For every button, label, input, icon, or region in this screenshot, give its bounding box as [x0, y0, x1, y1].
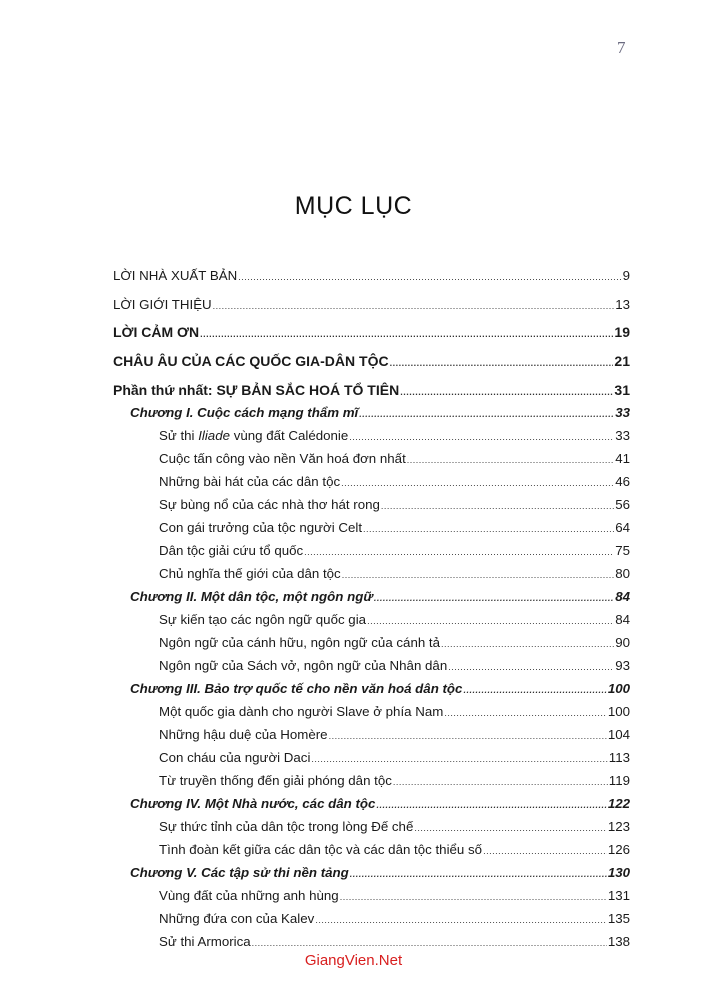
toc-entry[interactable] — [113, 268, 630, 288]
toc-section[interactable] — [113, 727, 630, 747]
toc-entry-label: Tình đoàn kết giữa các dân tộc và các dân tộc thiểu số — [159, 842, 483, 857]
toc-section[interactable] — [113, 750, 630, 770]
toc-section[interactable] — [113, 543, 630, 563]
toc-entry-page: 41 — [615, 451, 630, 466]
toc-section[interactable] — [113, 842, 630, 862]
toc-section[interactable] — [113, 428, 630, 448]
leader-dots — [367, 616, 614, 626]
leader-dots — [341, 478, 614, 488]
toc-entry-label: Cuộc tấn công vào nền Văn hoá đơn nhất — [159, 451, 406, 466]
toc-section[interactable] — [113, 773, 630, 793]
toc-entry-page: 126 — [607, 842, 630, 857]
toc-entry-page: 123 — [607, 819, 630, 834]
toc-entry-label: LỜI CẢM ƠN — [113, 324, 200, 340]
toc-entry-label: Những hậu duệ của Homère — [159, 727, 328, 742]
toc-entry-label: Những đứa con của Kalev — [159, 911, 315, 926]
leader-dots — [483, 846, 607, 856]
toc-section[interactable] — [113, 612, 630, 632]
toc-entry-page: 119 — [608, 773, 630, 788]
leader-dots — [444, 708, 607, 718]
leader-dots — [315, 915, 607, 925]
toc-entry-page: 138 — [607, 934, 630, 949]
toc-section[interactable] — [113, 888, 630, 908]
toc-entry[interactable] — [113, 324, 630, 344]
toc-entry-label: Vùng đất của những anh hùng — [159, 888, 339, 903]
toc-entry[interactable] — [113, 353, 630, 373]
leader-dots — [441, 639, 614, 649]
toc-entry-label: Con cháu của người Daci — [159, 750, 311, 765]
toc-entry-label: Dân tộc giải cứu tổ quốc — [159, 543, 304, 558]
toc-entry-label: Sử thi Iliade vùng đất Calédonie — [159, 428, 349, 443]
leader-dots — [390, 358, 614, 368]
toc-section[interactable] — [113, 819, 630, 839]
toc-entry-page: 33 — [615, 405, 630, 420]
toc-entry-label: Chương V. Các tập sử thi nền tảng — [130, 865, 349, 880]
leader-dots — [342, 570, 615, 580]
toc-entry-page: 122 — [607, 796, 630, 811]
toc-entry-page: 130 — [607, 865, 630, 880]
toc-entry-label: LỜI GIỚI THIỆU — [113, 297, 212, 312]
toc-entry-label: Ngôn ngữ của cánh hữu, ngôn ngữ của cánh tả — [159, 635, 441, 650]
toc-entry-label: Chương I. Cuộc cách mạng thẩm mĩ — [130, 405, 359, 420]
toc-entry-label: Chương IV. Một Nhà nước, các dân tộc — [130, 796, 376, 811]
toc-section[interactable] — [113, 497, 630, 517]
toc-chapter[interactable] — [113, 681, 630, 701]
toc-chapter[interactable] — [113, 796, 630, 816]
leader-dots — [252, 938, 607, 948]
toc-entry-page: 21 — [614, 353, 630, 369]
leader-dots — [311, 754, 607, 764]
toc-section[interactable] — [113, 911, 630, 931]
toc-entry-page: 56 — [615, 497, 630, 512]
toc-entry-label: CHÂU ÂU CỦA CÁC QUỐC GIA-DÂN TỘC — [113, 353, 389, 369]
toc-entry-label: Từ truyền thống đến giải phóng dân tộc — [159, 773, 392, 788]
toc-entry-page: 93 — [615, 658, 630, 673]
toc-entry-label: Chương II. Một dân tộc, một ngôn ngữ — [130, 589, 373, 604]
toc-entry-label: Con gái trưởng của tộc người Celt — [159, 520, 363, 535]
toc-chapter[interactable] — [113, 589, 630, 609]
toc-entry-label: Những bài hát của các dân tộc — [159, 474, 341, 489]
toc-entry-page: 33 — [615, 428, 630, 443]
toc-entry-label: Sự bùng nổ của các nhà thơ hát rong — [159, 497, 380, 512]
leader-dots — [414, 823, 606, 833]
toc-entry-page: 104 — [607, 727, 630, 742]
leader-dots — [393, 777, 608, 787]
leader-dots — [349, 432, 614, 442]
leader-dots — [200, 329, 613, 339]
leader-dots — [213, 301, 615, 311]
toc-entry-label: Chương III. Bảo trợ quốc tế cho nền văn hoá dân tộc — [130, 681, 463, 696]
toc-section[interactable] — [113, 474, 630, 494]
toc-section[interactable] — [113, 704, 630, 724]
toc-entry-page: 75 — [615, 543, 630, 558]
leader-dots — [363, 524, 614, 534]
toc-entry-page: 64 — [615, 520, 630, 535]
leader-dots — [376, 800, 606, 810]
toc-section[interactable] — [113, 934, 630, 954]
toc-entry-page: 13 — [615, 297, 630, 312]
watermark: GiangVien.Net — [304, 952, 403, 969]
toc-entry-page: 113 — [608, 750, 630, 765]
toc-entry[interactable] — [113, 382, 630, 402]
leader-dots — [448, 662, 614, 672]
toc-entry-label: Sự thức tỉnh của dân tộc trong lòng Đế chế — [159, 819, 414, 834]
leader-dots — [463, 685, 606, 695]
leader-dots — [359, 409, 614, 419]
toc-entry-page: 31 — [614, 382, 630, 398]
toc-entry-label: Ngôn ngữ của Sách vở, ngôn ngữ của Nhân dân — [159, 658, 448, 673]
toc-entry-label: LỜI NHÀ XUẤT BẢN — [113, 268, 238, 283]
toc-entry-label: Chủ nghĩa thế giới của dân tộc — [159, 566, 341, 581]
toc-entry-page: 84 — [615, 612, 630, 627]
toc-entry-page: 9 — [622, 268, 630, 283]
toc-section[interactable] — [113, 635, 630, 655]
leader-dots — [400, 387, 613, 397]
toc-entry-label: Sử thi Armorica — [159, 934, 251, 949]
toc-entry-page: 135 — [607, 911, 630, 926]
page-number: 7 — [617, 38, 626, 57]
toc-section[interactable] — [113, 566, 630, 586]
toc-entry-page: 80 — [615, 566, 630, 581]
toc-section[interactable] — [113, 451, 630, 471]
toc-entry-label: Sự kiến tạo các ngôn ngữ quốc gia — [159, 612, 367, 627]
toc-chapter[interactable] — [113, 865, 630, 885]
toc-entry-label: Phần thứ nhất: SỰ BẢN SẮC HOÁ TỔ TIÊN — [113, 382, 400, 398]
toc-entry-page: 131 — [607, 888, 630, 903]
toc-entry-page: 90 — [615, 635, 630, 650]
toc-chapter[interactable] — [113, 405, 630, 425]
leader-dots — [374, 593, 614, 603]
toc-entry[interactable] — [113, 297, 630, 317]
toc-section[interactable] — [113, 520, 630, 540]
leader-dots — [304, 547, 614, 557]
toc-entry-page: 46 — [615, 474, 630, 489]
toc-section[interactable] — [113, 658, 630, 678]
leader-dots — [350, 869, 607, 879]
toc-entry-page: 84 — [615, 589, 630, 604]
leader-dots — [340, 892, 607, 902]
toc-entry-label: Một quốc gia dành cho người Slave ở phía Nam — [159, 704, 444, 719]
leader-dots — [238, 272, 621, 282]
page-title: MỤC LỤC — [294, 192, 413, 220]
toc-entry-page: 19 — [614, 324, 630, 340]
leader-dots — [381, 501, 614, 511]
toc-entry-page: 100 — [607, 681, 630, 696]
toc-entry-page: 100 — [607, 704, 630, 719]
leader-dots — [407, 455, 614, 465]
leader-dots — [329, 731, 607, 741]
